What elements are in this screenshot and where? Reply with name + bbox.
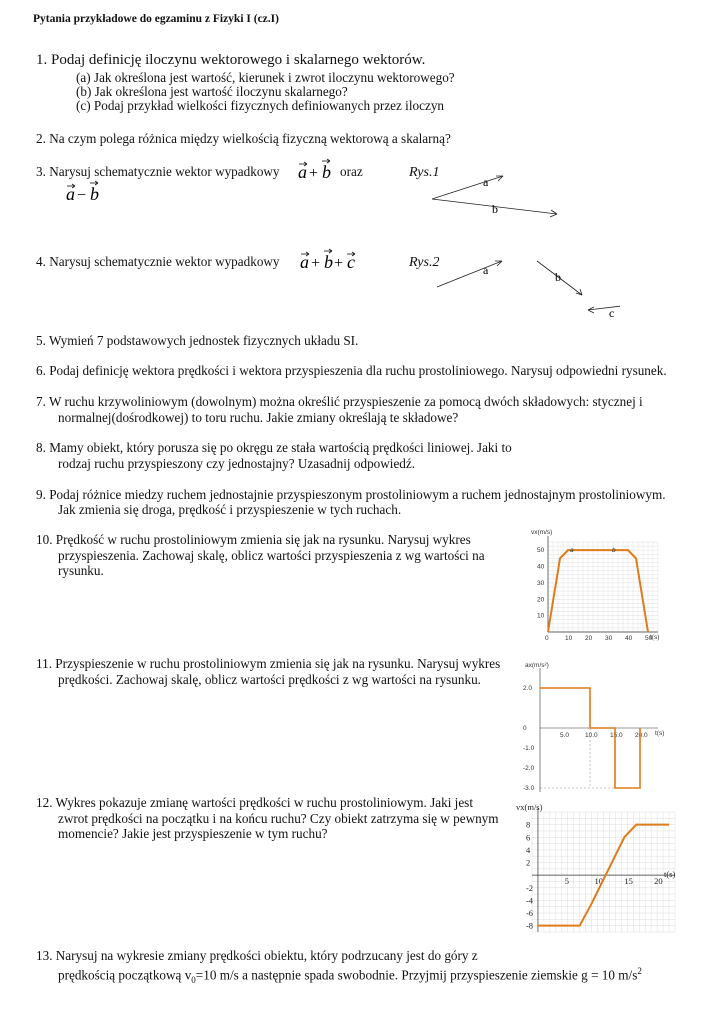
velocity-chart-q10: [528, 524, 668, 644]
vector-sum-a-b-c: [300, 248, 364, 279]
figure-2-vectors: [420, 250, 620, 330]
question-1c: (c) Podaj przykład wielkości fizycznych definiowanych przez iloczyn: [76, 98, 445, 113]
svg-text:b: b: [324, 252, 333, 272]
vector-sum-a-plus-b: [298, 158, 338, 189]
question-9: 9. Podaj różnice miedzy ruchem jednostajnie przyspieszonym prostoliniowym a ruchem jednostajnym prostoliniowym.: [36, 487, 666, 502]
question-12: 12. Wykres pokazuje zmianę wartości prędkości w ruchu prostoliniowym. Jaki jest: [36, 795, 473, 810]
question-6: 6. Podaj definicję wektora prędkości i wektora przyspieszenia dla ruchu prostoliniowego. Narysuj odpowiedni rysunek.: [36, 363, 667, 378]
y-tick-label: 4: [525, 844, 531, 855]
document-title: Pytania przykładowe do egzaminu z Fizyki I (cz.I): [33, 13, 279, 25]
question-4: 4. Narysuj schematycznie wektor wypadkowy: [36, 254, 280, 269]
svg-text:c: c: [347, 252, 355, 272]
x-tick-label: 10: [565, 635, 573, 642]
y-tick-label: 2: [525, 857, 531, 868]
x-tick-label: 5.0: [560, 732, 570, 739]
question-10-cont2: rysunku.: [58, 563, 104, 578]
vector-expression-a-minus-b: [66, 180, 106, 206]
question-13-part-a: prędkością początkową v: [58, 967, 192, 983]
y-tick-label: 40: [537, 563, 545, 571]
vector-c-label: c: [609, 306, 615, 320]
x-tick-label: 20.0: [635, 732, 648, 739]
question-8-cont: rodzaj ruchu przyspieszony czy jednostajny? Uzasadnij odpowiedź.: [58, 456, 416, 471]
vector-a-arrow: [437, 261, 502, 287]
question-1: 1. Podaj definicję iloczynu wektorowego i skalarnego wektorów.: [36, 52, 426, 68]
question-7-cont: normalnej(dośrodkowej) to toru ruchu. Jakie zmiany określają te składowe?: [58, 410, 459, 425]
question-10-cont: przyspieszenia. Zachowaj skalę, oblicz wartości przyspieszenia z wg wartości na: [58, 548, 485, 563]
chart1-xlabel: t(s): [650, 634, 660, 641]
x-tick-label: 10.0: [585, 732, 598, 739]
vector-b-label: b: [492, 202, 498, 216]
svg-text:a: a: [300, 252, 309, 272]
x-tick-label: 15: [624, 876, 633, 887]
chart1-annotation-b: b: [612, 547, 616, 554]
question-5: 5. Wymień 7 podstawowych jednostek fizycznych układu SI.: [36, 333, 359, 348]
question-9-cont: Jak zmienia się droga, prędkość i przyspieszenie w tych ruchach.: [58, 502, 402, 517]
x-tick-label: 5: [564, 876, 569, 887]
question-13: 13. Narysuj na wykresie zmiany prędkości obiektu, który podrzucany jest do góry z: [36, 948, 478, 963]
y-tick-label: 2.0: [523, 685, 533, 692]
y-tick-label: -8: [525, 920, 534, 931]
oraz-label: oraz: [340, 164, 363, 179]
chart3-ylabel: vx(m/s): [516, 802, 543, 812]
vector-b-label: b: [555, 270, 561, 284]
x-tick-label: 40: [625, 635, 633, 642]
x-tick-label: 30: [605, 635, 613, 642]
svg-text:−: −: [77, 187, 87, 204]
x-tick-label: 20: [585, 635, 593, 642]
question-1b: (b) Jak określona jest wartość iloczynu skalarnego?: [76, 84, 348, 99]
question-12-cont: zwrot prędkości na początku i na końcu ruchu? Czy obiekt zatrzyma się w pewnym: [58, 811, 499, 826]
vector-a-label: a: [483, 263, 489, 277]
y-tick-label: 0: [523, 725, 527, 732]
figure-1-label: Rys.1: [409, 165, 440, 180]
y-tick-label: -2.0: [523, 765, 535, 772]
question-11: 11. Przyspieszenie w ruchu prostoliniowym zmienia się jak na rysunku. Narysuj wykres: [36, 656, 501, 671]
question-1a: (a) Jak określona jest wartość, kierunek i zwrot iloczynu wektorowego?: [76, 70, 455, 85]
svg-text:a: a: [66, 184, 75, 204]
svg-text:+: +: [309, 165, 319, 182]
question-3: 3. Narysuj schematycznie wektor wypadkowy: [36, 164, 280, 179]
svg-text:b: b: [322, 162, 331, 182]
vector-diff-a-minus-b: [66, 180, 106, 211]
question-2: 2. Na czym polega różnica między wielkością fizyczną wektorową a skalarną?: [36, 131, 451, 146]
figure-1-vectors: [425, 165, 565, 225]
y-tick-label: 50: [537, 547, 545, 555]
question-13-sup: 2: [637, 966, 642, 976]
y-tick-label: 20: [537, 596, 545, 604]
svg-text:+: +: [334, 255, 344, 272]
question-10: 10. Prędkość w ruchu prostoliniowym zmienia się jak na rysunku. Narysuj wykres: [36, 532, 471, 547]
vector-expression-a-plus-b: [298, 158, 338, 184]
question-13-part-b: =10 m/s a następnie spada swobodnie. Przyjmij przyspieszenie ziemskie g = 10 m/s: [195, 967, 638, 983]
svg-text:+: +: [311, 255, 321, 272]
y-tick-label: 8: [525, 819, 531, 830]
chart1-annotation-a: a: [570, 547, 574, 554]
x-tick-label: 15.0: [610, 732, 623, 739]
question-13-cont: [36, 963, 642, 989]
question-11-cont: prędkości. Zachowaj skalę, oblicz wartości prędkości z wg wartości na rysunku.: [58, 672, 481, 687]
question-8: 8. Mamy obiekt, który porusza się po okręgu ze stała wartością prędkości liniowej. Jaki to: [36, 440, 512, 455]
figure-2-label: Rys.2: [409, 255, 440, 270]
x-tick-label: 10: [594, 876, 604, 887]
chart2-ylabel: ax(m/s²): [525, 662, 549, 669]
x-tick-label: 20: [654, 876, 663, 887]
vector-a-arrow: [432, 176, 503, 199]
y-tick-label: -6: [525, 908, 534, 919]
question-12-cont2: momencie? Jakie jest przyspieszenie w tym ruchu?: [58, 826, 328, 841]
svg-text:b: b: [90, 184, 99, 204]
question-7: 7. W ruchu krzywoliniowym (dowolnym) można określić przyspieszenie za pomocą dwóch składowych: stycznej i: [36, 394, 643, 409]
y-tick-label: 10: [537, 612, 545, 620]
vector-expression-a-plus-b-plus-c: [300, 248, 364, 274]
question-13-sub: 0: [191, 975, 196, 986]
y-tick-label: -3.0: [523, 785, 535, 792]
svg-text:a: a: [298, 162, 307, 182]
chart2-xlabel: t(s): [655, 730, 665, 737]
vector-a-label: a: [483, 175, 489, 189]
y-tick-label: -1.0: [523, 745, 535, 752]
chart1-ylabel: vx(m/s): [531, 529, 553, 536]
y-tick-label: 6: [525, 832, 531, 843]
acceleration-chart-q11: [510, 658, 670, 798]
chart3-xlabel: t(s): [664, 869, 676, 879]
y-tick-label: 30: [537, 579, 545, 587]
velocity-chart-q12: [510, 800, 682, 934]
x-tick-label: 50: [645, 635, 653, 642]
y-tick-label: -4: [525, 895, 534, 906]
y-tick-label: -2: [525, 882, 534, 893]
x-tick-label: 0: [545, 635, 549, 642]
